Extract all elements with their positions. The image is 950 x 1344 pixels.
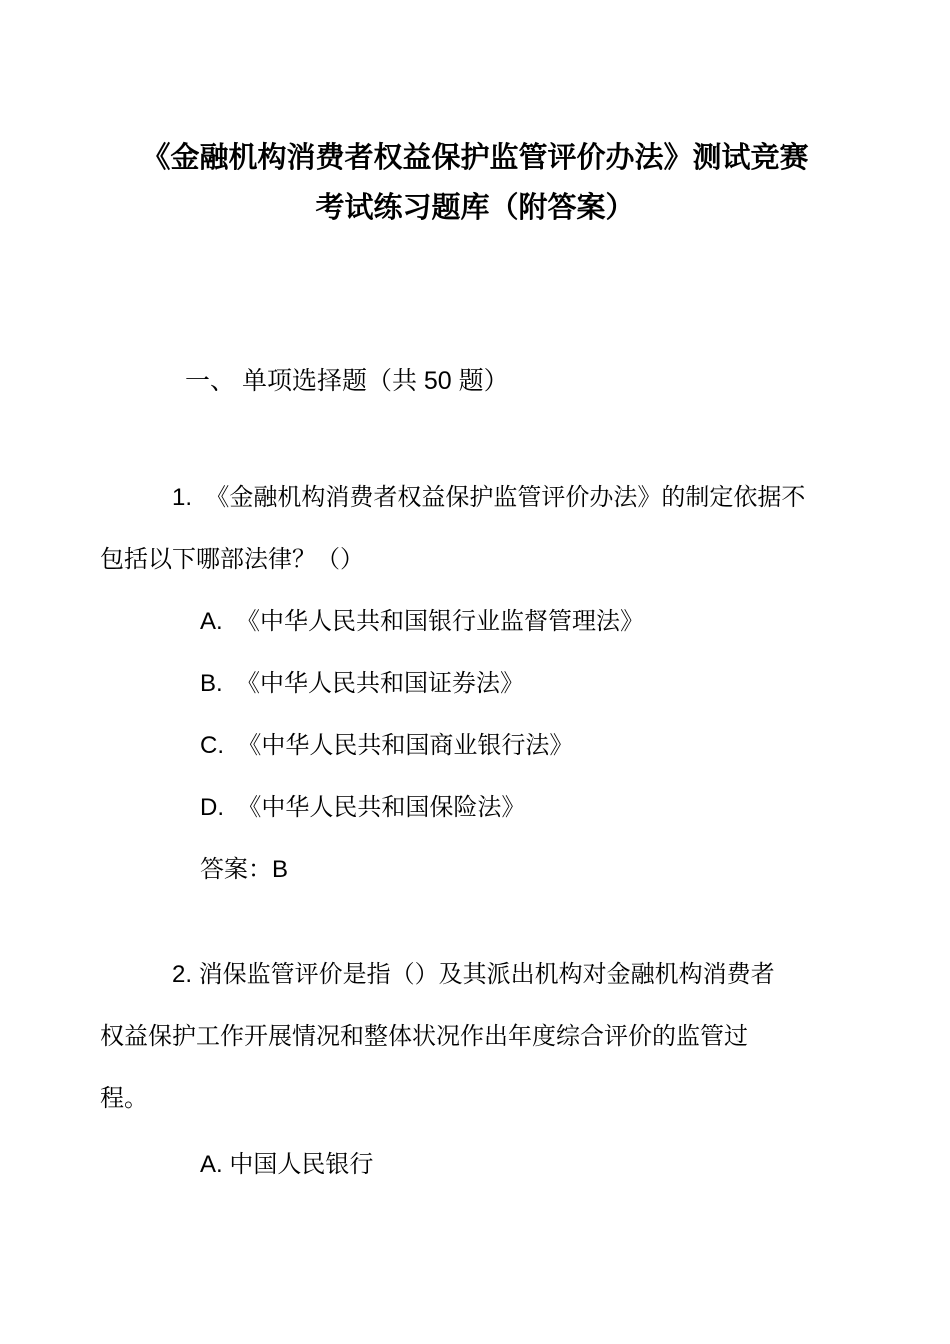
question-1-option-d: D. 《中华人民共和国保险法》 xyxy=(200,794,526,821)
section-heading: 一、 单项选择题（共 50 题） xyxy=(185,367,509,395)
question-1-option-c: C. 《中华人民共和国商业银行法》 xyxy=(200,732,574,759)
question-1-text-line-1: 1. 《金融机构消费者权益保护监管评价办法》的制定依据不 xyxy=(172,484,806,511)
question-2 xyxy=(100,944,850,1196)
question-2-text-line-2: 权益保护工作开展情况和整体状况作出年度综合评价的监管过 xyxy=(100,1023,748,1050)
document-content xyxy=(0,133,950,1196)
question-2-option-a: A. 中国人民银行 xyxy=(200,1151,374,1178)
question-1-option-a: A. 《中华人民共和国银行业监督管理法》 xyxy=(200,608,645,635)
question-1 xyxy=(100,467,850,901)
document-title xyxy=(100,133,850,233)
question-1-text-line-2: 包括以下哪部法律？（） xyxy=(100,546,364,573)
question-2-text-line-3: 程。 xyxy=(100,1085,148,1112)
document-title-line-1: 《金融机构消费者权益保护监管评价办法》测试竞赛 xyxy=(141,142,809,174)
question-2-text-line-1: 2. 消保监管评价是指（）及其派出机构对金融机构消费者 xyxy=(172,961,775,988)
question-1-answer: 答案：B xyxy=(200,856,289,883)
question-1-option-b: B. 《中华人民共和国证券法》 xyxy=(200,670,525,697)
document-title-line-2: 考试练习题库（附答案） xyxy=(315,192,635,224)
